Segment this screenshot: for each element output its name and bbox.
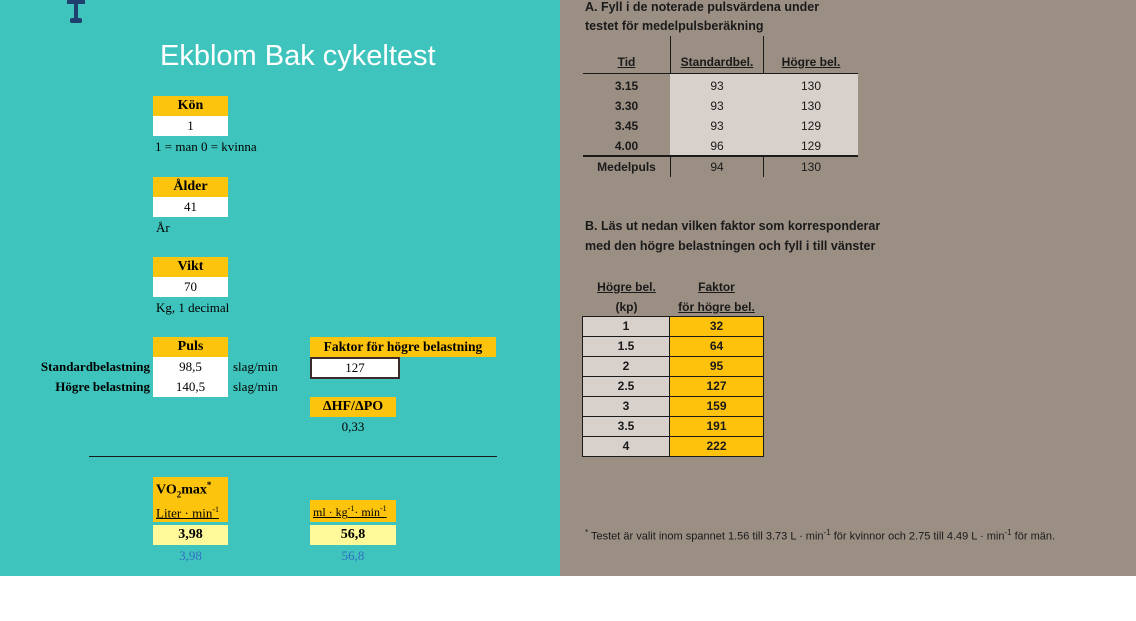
ml-unit-sup2: -1: [380, 504, 387, 513]
liter-unit-text: Liter · min: [156, 505, 213, 521]
page-title: Ekblom Bak cykeltest: [160, 40, 436, 72]
weight-label: Vikt: [153, 257, 228, 277]
table-a-standard-cell[interactable]: 93: [710, 119, 724, 133]
vo2max-header: [153, 477, 228, 522]
higher-load-label: Högre belastning: [55, 379, 150, 394]
table-b-header1-top: Högre bel.: [597, 280, 656, 294]
footnote-text-c: för män.: [1011, 530, 1056, 543]
factor-table-value-cell: 95: [670, 357, 764, 377]
table-a-header-hogre: Högre bel.: [781, 55, 841, 69]
section-a-line1: A. Fyll i de noterade pulsvärdena under: [585, 0, 820, 14]
table-a-hogre-cell[interactable]: 130: [800, 99, 822, 113]
factor-table-row: [582, 437, 764, 457]
ml-unit-text-b: · min: [354, 505, 381, 519]
ml-unit-text-a: ml · kg: [313, 505, 348, 519]
standard-pulse-input[interactable]: 98,5: [153, 357, 228, 377]
age-label: Ålder: [153, 177, 228, 197]
table-a-time-cell: 3.45: [614, 119, 639, 133]
delta-po-text: ΔPO: [354, 399, 384, 414]
vo2max-ml-value: 56,8: [310, 525, 396, 545]
footnote-text-a: Testet är valit inom spannet 1.56 till 3.73 L · min: [588, 530, 824, 543]
gender-input[interactable]: 1: [153, 116, 228, 136]
pulse-label: Puls: [153, 337, 228, 357]
table-a-hogre-cell[interactable]: 129: [800, 139, 822, 153]
factor-label: Faktor för högre belastning: [310, 337, 496, 357]
vo2max-ml-value-small: 56,8: [341, 548, 365, 563]
factor-table-row: [582, 397, 764, 417]
table-a-time-cell: 4.00: [614, 139, 639, 153]
table-b-header2-bottom: för högre bel.: [678, 300, 755, 314]
standard-pulse-unit: slag/min: [233, 359, 278, 374]
table-b-header1-bottom: (kp): [615, 300, 638, 314]
footnote: [585, 528, 1055, 543]
footnote-star: *: [585, 528, 589, 537]
table-a-hogre-cell[interactable]: 130: [800, 79, 822, 93]
vo2max-liter-value-small: 3,98: [179, 548, 202, 563]
ml-unit-label: [313, 504, 387, 520]
footnote-sup1: -1: [823, 528, 831, 537]
factor-table-load-cell: 1: [582, 316, 670, 337]
factor-table-load-cell: 2: [582, 357, 670, 377]
factor-table-value-cell: 127: [670, 377, 764, 397]
table-a-time-cell: 3.30: [614, 99, 639, 113]
gender-label: Kön: [153, 96, 228, 116]
calculator-panel: [0, 0, 560, 576]
vo2-label-rest: max: [181, 482, 207, 498]
table-a-hogre-cell[interactable]: 129: [800, 119, 822, 133]
vo2-label-sup: *: [206, 480, 212, 490]
factor-table-load-cell: 2.5: [582, 377, 670, 397]
higher-pulse-unit: slag/min: [233, 379, 278, 394]
footnote-sup2: -1: [1004, 528, 1012, 537]
delta-hf-text: ΔHF: [322, 399, 352, 414]
factor-table-load-cell: 3: [582, 397, 670, 417]
factor-input[interactable]: 127: [310, 357, 400, 379]
table-a-mean-label: Medelpuls: [597, 160, 656, 174]
bike-logo-icon: [62, 0, 90, 26]
factor-table-row: [582, 417, 764, 437]
table-a-standard-cell[interactable]: 93: [710, 99, 724, 113]
section-b-line2: med den högre belastningen och fyll i till vänster: [585, 239, 876, 253]
table-a-header-tid: Tid: [617, 55, 636, 69]
liter-unit-label: [156, 505, 219, 521]
table-a-total-line: [583, 155, 858, 157]
vo2max-label: [156, 480, 211, 499]
factor-table-load-cell: 3.5: [582, 417, 670, 437]
factor-table-value-cell: 64: [670, 337, 764, 357]
higher-pulse-input[interactable]: 140,5: [153, 377, 228, 397]
weight-input[interactable]: 70: [153, 277, 228, 297]
weight-note: Kg, 1 decimal: [156, 300, 230, 315]
delta-hf-po-value: 0,33: [341, 419, 365, 434]
section-a-line2: testet för medelpulsberäkning: [585, 19, 764, 33]
table-a-mean-hogre: 130: [800, 160, 822, 174]
factor-table-value-cell: 222: [670, 437, 764, 457]
delta-hf-po-label: [310, 397, 396, 417]
factor-table-row: [582, 377, 764, 397]
factor-table-load-cell: 4: [582, 437, 670, 457]
ml-unit-header: [310, 500, 396, 522]
factor-table-row: [582, 337, 764, 357]
factor-table-value-cell: 32: [670, 316, 764, 337]
section-b-line1: B. Läs ut nedan vilken faktor som korresponderar: [585, 219, 881, 233]
table-a-time-cell: 3.15: [614, 79, 639, 93]
factor-table-row: [582, 316, 764, 337]
divider-line: [89, 456, 497, 457]
vo2-label-main: VO: [156, 482, 177, 498]
standard-load-label: Standardbelastning: [40, 359, 150, 374]
table-a-standard-cell[interactable]: 96: [710, 139, 724, 153]
table-b-header2-top: Faktor: [698, 280, 735, 294]
gender-note: 1 = man 0 = kvinna: [155, 139, 257, 154]
age-input[interactable]: 41: [153, 197, 228, 217]
age-note: År: [156, 220, 170, 235]
factor-table: [582, 316, 764, 457]
vo2-label-sub: 2: [176, 489, 182, 500]
footnote-text-b: för kvinnor och 2.75 till 4.49 L · min: [830, 530, 1005, 543]
blank-footer-area: [0, 576, 1136, 621]
factor-table-value-cell: 159: [670, 397, 764, 417]
factor-table-row: [582, 357, 764, 377]
factor-table-value-cell: 191: [670, 417, 764, 437]
ml-unit-sup1: -1: [347, 504, 355, 513]
table-a-standard-cell[interactable]: 93: [710, 79, 724, 93]
table-a-header-standard: Standardbel.: [680, 55, 754, 69]
liter-unit-sup: -1: [212, 505, 219, 514]
delta-sep-text: /: [351, 399, 355, 414]
table-a-mean-standard: 94: [710, 160, 724, 174]
factor-table-load-cell: 1.5: [582, 337, 670, 357]
vo2max-liter-value: 3,98: [153, 525, 228, 545]
